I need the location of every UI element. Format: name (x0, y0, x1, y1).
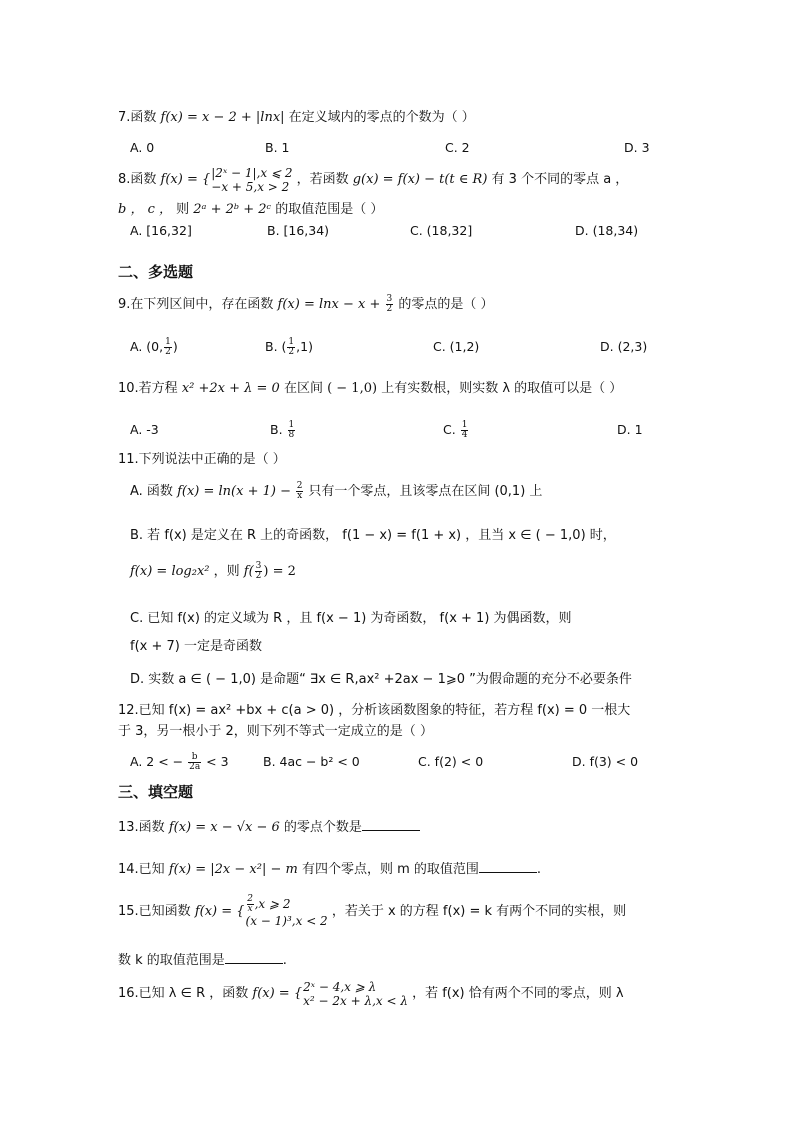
option-fraction (287, 338, 295, 357)
q13-prefix: 13.函数 (118, 820, 169, 835)
q14-answer-blank[interactable] (479, 860, 537, 873)
q15-end: . (282, 953, 287, 968)
q8-line2-suffix: 的取值范围是（ ） (271, 202, 384, 217)
q14-formula: f(x) = |2x − x²| − m (168, 862, 298, 877)
frac-den: 2 (386, 304, 393, 314)
option-tail: < 3 (202, 754, 229, 769)
q8-line2-mid: 则 (176, 202, 194, 217)
q15-answer-blank[interactable] (225, 951, 283, 964)
frac-num: 1 (461, 420, 468, 430)
q8-option-a: A. [16,32] (130, 223, 192, 238)
q10-option-c (443, 421, 469, 440)
q12-option-b: B. 4ac − b² < 0 (263, 754, 360, 769)
frac-den: 4 (461, 430, 468, 440)
q10-prefix: 10.若方程 (118, 381, 182, 396)
option-label: B. ( (265, 339, 287, 354)
q16-piecewise (303, 980, 408, 1008)
q9-option-c: C. (1,2) (433, 339, 480, 354)
q11b-mid: ，则 (209, 564, 244, 579)
question-8 (118, 165, 628, 195)
frac-num: b (191, 752, 198, 762)
option-label: A. 函数 (130, 484, 178, 499)
q9-option-d: D. (2,3) (600, 339, 648, 354)
q9-prefix: 9.在下列区间中，存在函数 (118, 297, 278, 312)
q8-suffix: 有 3 个不同的零点 a ， (487, 172, 629, 187)
option-tail: ) (172, 339, 178, 354)
q15-piece-2: (x − 1)³,x < 2 (245, 914, 328, 928)
option-fraction (164, 338, 172, 357)
q12-option-c: C. f(2) < 0 (418, 754, 484, 769)
frac-den: 8 (288, 430, 295, 440)
q15-formula-lhs: f(x) = { (194, 904, 245, 919)
q11b-tail: ) = 2 (263, 564, 296, 579)
q11b-formula: f(x) = log₂x² (130, 564, 210, 579)
question-15-line-2 (118, 951, 287, 970)
q16-piece-1: 2ˣ − 4,x ⩾ λ (303, 979, 377, 994)
question-7 (118, 109, 475, 127)
q10-mid: 在区间 (279, 381, 328, 396)
q14-suffix: 有四个零点，则 m 的取值范围 (297, 862, 479, 877)
option-label: B. (270, 422, 287, 437)
q15-prefix: 15.已知函数 (118, 904, 195, 919)
q11-option-c-line-1: C. 已知 f(x) 的定义域为 R ，且 f(x − 1) 为奇函数， f(x + 1) 为偶函数，则 (130, 611, 572, 626)
question-11-stem: 11.下列说法中正确的是（ ） (118, 452, 286, 467)
q16-prefix: 16.已知 λ ∈ R ，函数 (118, 986, 253, 1001)
q9-option-b (265, 338, 313, 357)
frac-num: 2 (247, 894, 253, 904)
q8-piecewise (211, 166, 292, 194)
frac-den: 2 (255, 571, 262, 581)
question-15 (118, 895, 626, 928)
q15-fraction (247, 895, 254, 914)
frac-num: 1 (288, 420, 295, 430)
question-8-line-2 (118, 201, 383, 219)
frac-num: 3 (255, 561, 262, 571)
q11a-formula: f(x) = ln(x + 1) − (177, 484, 296, 499)
q15-piece-1 (246, 895, 328, 914)
q8-expression: 2ᵃ + 2ᵇ + 2ᶜ (193, 202, 272, 217)
section-fill-in-title: 三、填空题 (118, 783, 194, 801)
q11-option-b-line-2 (130, 562, 296, 581)
option-tail: ,1) (296, 339, 313, 354)
q7-option-a: A. 0 (130, 140, 155, 155)
option-label: A. (0, (130, 339, 164, 354)
q14-end: . (536, 862, 542, 877)
q15-line2-text: 数 k 的取值范围是 (118, 953, 225, 968)
q8-piece-1: |2ˣ − 1|,x ⩽ 2 (211, 165, 293, 180)
q7-suffix: 在定义域内的零点的个数为（ ） (284, 110, 475, 125)
option-fraction (288, 421, 296, 440)
q11b-fraction (255, 562, 263, 581)
q9-suffix: 的零点的是（ ） (394, 297, 494, 312)
frac-den: 2 (165, 347, 171, 357)
q15-suffix: ，若关于 x 的方程 f(x) = k 有两个不同的实根，则 (327, 904, 627, 919)
q11a-fraction (296, 482, 303, 501)
q9-fraction (386, 295, 394, 314)
q13-suffix: 的零点个数是 (279, 820, 362, 835)
q10-suffix: 上有实数根，则实数 λ 的取值可以是（ ） (377, 381, 623, 396)
question-13 (118, 818, 420, 837)
q8-formula-g: g(x) = f(x) − t(t ∈ R) (352, 172, 488, 187)
q8-mid: ，若函数 (292, 172, 353, 187)
q12-option-a (130, 753, 229, 772)
q16-suffix: ，若 f(x) 恰有两个不同的零点，则 λ (407, 986, 624, 1001)
frac-den: x (297, 491, 303, 501)
question-12-line-1: 12.已知 f(x) = ax² +bx + c(a > 0) ，分析该函数图象的特征，若方程 f(x) = 0 一根大 (118, 703, 631, 718)
q9-formula: f(x) = lnx − x + (277, 297, 385, 312)
frac-den: x (247, 904, 253, 914)
option-fraction (461, 421, 469, 440)
q7-formula: f(x) = x − 2 + |lnx| (160, 110, 285, 125)
q15-piecewise (246, 895, 328, 928)
q12-option-d: D. f(3) < 0 (572, 754, 639, 769)
q13-formula: f(x) = x − √x − 6 (168, 820, 280, 835)
question-10 (118, 380, 622, 398)
q8-option-d: D. (18,34) (575, 223, 639, 238)
q9-option-a (130, 338, 178, 357)
option-label: A. 2 < − (130, 754, 188, 769)
q16-piece-2: x² − 2x + λ,x < λ (303, 993, 408, 1008)
q14-prefix: 14.已知 (118, 862, 169, 877)
q15-piece-1-tail: ,x ⩾ 2 (254, 897, 291, 911)
q10-option-b (270, 421, 296, 440)
q13-answer-blank[interactable] (362, 818, 420, 831)
frac-den: 2a (189, 762, 201, 772)
q7-option-c: C. 2 (445, 140, 470, 155)
q8-option-c: C. (18,32] (410, 223, 473, 238)
frac-num: 1 (288, 337, 295, 347)
question-9 (118, 295, 494, 314)
q8-option-b: B. [16,34) (267, 223, 330, 238)
frac-num: 3 (386, 294, 393, 304)
q11a-suffix: 只有一个零点，且该零点在区间 (0,1) 上 (304, 484, 543, 499)
question-16 (118, 978, 624, 1010)
frac-num: 1 (165, 337, 171, 347)
q11b-f: f( (243, 564, 254, 579)
q16-formula-lhs: f(x) = { (252, 986, 303, 1001)
q8-prefix: 8.函数 (118, 172, 161, 187)
q8-formula-lhs: f(x) = { (160, 172, 211, 187)
option-fraction (188, 753, 201, 772)
q10-option-d: D. 1 (617, 422, 643, 437)
q7-prefix: 7.函数 (118, 110, 161, 125)
q7-option-b: B. 1 (265, 140, 290, 155)
q8-vars: b ， c ， (118, 202, 172, 217)
option-label: C. (443, 422, 460, 437)
question-12-line-2: 于 3，另一根小于 2，则下列不等式一定成立的是（ ） (118, 724, 433, 739)
frac-den: 2 (288, 347, 295, 357)
q7-option-d: D. 3 (624, 140, 650, 155)
q11-option-a (130, 482, 542, 501)
section-multiple-choice-title: 二、多选题 (118, 263, 194, 281)
q11-option-c-line-2: f(x + 7) 一定是奇函数 (130, 639, 262, 654)
q10-interval: ( − 1,0) (327, 381, 378, 396)
q11-option-b-line-1: B. 若 f(x) 是定义在 R 上的奇函数， f(1 − x) = f(1 + x) ，且当 x ∈ ( − 1,0) 时， (130, 528, 616, 543)
frac-num: 2 (296, 481, 303, 491)
q11-option-d: D. 实数 a ∈ ( − 1,0) 是命题“ ∃x ∈ R,ax² +2ax − 1⩾0 ”为假命题的充分不必要条件 (130, 672, 632, 687)
q10-option-a: A. -3 (130, 422, 159, 437)
q8-piece-2: −x + 5,x > 2 (211, 179, 290, 194)
question-14 (118, 860, 541, 879)
q10-formula: x² +2x + λ = 0 (181, 381, 280, 396)
